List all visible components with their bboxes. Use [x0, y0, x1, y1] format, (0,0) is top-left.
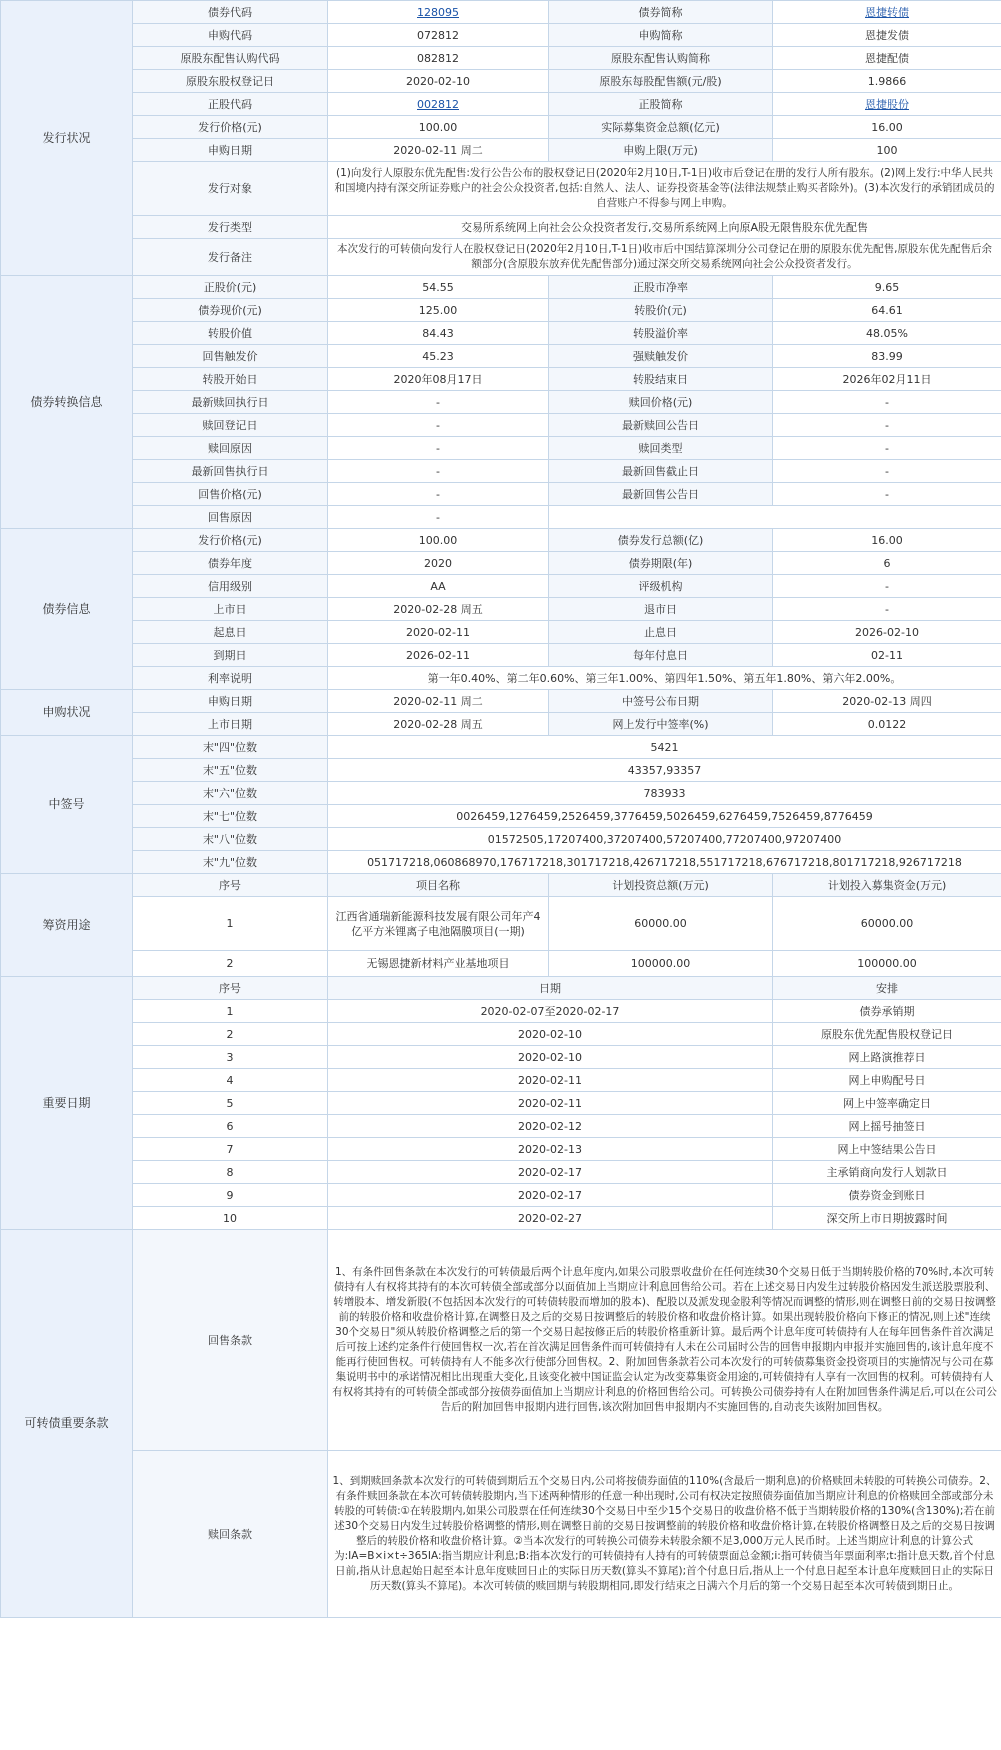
date-seq: 6 — [133, 1115, 328, 1138]
table-row — [1, 1, 1001, 24]
table-row — [1, 1184, 1001, 1207]
date-seq: 3 — [133, 1046, 328, 1069]
field-label: 原股东配售认购代码 — [133, 47, 328, 70]
field-label: 发行对象 — [133, 162, 328, 216]
field-value: 本次发行的可转债向发行人在股权登记日(2020年2月10日,T-1日)收市后中国结算深圳分公司登记在册的原股东优先配售,原股东优先配售后余额部分(含原股东放弃优先配售部分)通过深交所交易系统网向社会公众投资者发行。 — [328, 239, 1001, 276]
field-value: 48.05% — [773, 322, 1001, 345]
field-value: 第一年0.40%、第二年0.60%、第三年1.00%、第四年1.50%、第五年1.80%、第六年2.00%。 — [328, 667, 1001, 690]
date-value: 2020-02-10 — [328, 1023, 773, 1046]
field-value — [328, 93, 549, 116]
field-label: 赎回类型 — [549, 437, 773, 460]
table-row — [1, 414, 1001, 437]
field-label: 回售价格(元) — [133, 483, 328, 506]
field-label: 上市日期 — [133, 713, 328, 736]
field-label: 信用级别 — [133, 575, 328, 598]
fund-cell: 60000.00 — [773, 897, 1001, 951]
field-label: 赎回原因 — [133, 437, 328, 460]
field-label: 最新赎回公告日 — [549, 414, 773, 437]
date-seq: 8 — [133, 1161, 328, 1184]
date-value: 2020-02-12 — [328, 1115, 773, 1138]
table-row — [1, 552, 1001, 575]
date-value: 2020-02-11 — [328, 1069, 773, 1092]
field-label: 正股市净率 — [549, 276, 773, 299]
column-header: 序号 — [133, 977, 328, 1000]
date-value: 2020-02-07至2020-02-17 — [328, 1000, 773, 1023]
field-value-link[interactable]: 恩捷股份 — [865, 97, 909, 111]
column-header: 计划投资总额(万元) — [549, 874, 773, 897]
table-row — [1, 1092, 1001, 1115]
table-row — [1, 506, 1001, 529]
field-label: 起息日 — [133, 621, 328, 644]
column-header: 序号 — [133, 874, 328, 897]
table-row — [1, 70, 1001, 93]
table-row — [1, 162, 1001, 216]
date-value: 2020-02-13 — [328, 1138, 773, 1161]
table-row — [1, 621, 1001, 644]
field-label: 债券现价(元) — [133, 299, 328, 322]
table-row — [1, 851, 1001, 874]
field-value: - — [773, 437, 1001, 460]
field-value: 16.00 — [773, 529, 1001, 552]
date-seq: 5 — [133, 1092, 328, 1115]
table-row — [1, 437, 1001, 460]
column-header: 项目名称 — [328, 874, 549, 897]
lottery-label: 末"四"位数 — [133, 736, 328, 759]
date-value: 2020-02-10 — [328, 1046, 773, 1069]
date-arrangement: 债券承销期 — [773, 1000, 1001, 1023]
putback-text: 1、有条件回售条款在本次发行的可转债最后两个计息年度内,如果公司股票收盘价在任何连续30个交易日低于当期转股价格的70%时,本次可转债持有人有权将其持有的本次可转债全部或部分以面值加上当期应计利息回售给公司。若在上述交易日内发生过转股价格因发生派送股票股利、转增股本、增发新股(不包括因本次发行的可转债转股而增加的股本)、配股以及派发现金股利等情况而调整的情形,则在调整日前的交易日按调整前的转股价格和收盘价格计算,在调整日及之后的交易日按调整后的转股价格和收盘价格计算。如果出现转股价格向下修正的情况,则上述"连续30个交易日"须从转股价格调整之后的第一个交易日起按修正后的转股价格重新计算。最后两个计息年度可转债持有人在每年回售条件首次满足后可按上述约定条件行使回售权一次,若在首次满足回售条件而可转债持有人未在公司届时公告的回售申报期内申报并实施回售的,该计息年度不能再行使回售权。可转债持有人不能多次行使部分回售权。2、附加回售条款若公司本次发行的可转债募集资金投资项目的实施情况与公司在募集说明书中的承诺情况相比出现重大变化,且该变化被中国证监会认定为改变募集资金用途的,可转债持有人享有一次回售的权利。可转债持有人有权将其持有的可转债全部或部分按债券面值加上当期应计利息的价格回售给公司。可转换公司债券持有人在附加回售条件满足后,可以在公司公告后的附加回售申报期内进行回售,该次附加回售申报期内不实施回售的,自动丧失该附加回售权。 — [328, 1230, 1001, 1451]
fund-cell: 江西省通瑞新能源科技发展有限公司年产4亿平方米锂离子电池隔膜项目(一期) — [328, 897, 549, 951]
field-label: 债券简称 — [549, 1, 773, 24]
field-value — [773, 93, 1001, 116]
table-row — [1, 1207, 1001, 1230]
table-row — [1, 216, 1001, 239]
fund-cell: 无锡恩捷新材料产业基地项目 — [328, 951, 549, 977]
section-label-terms: 可转债重要条款 — [1, 1230, 133, 1618]
field-value: 恩捷发债 — [773, 24, 1001, 47]
table-row — [1, 713, 1001, 736]
field-value — [773, 1, 1001, 24]
field-label: 申购日期 — [133, 690, 328, 713]
field-value-link[interactable]: 128095 — [417, 5, 459, 19]
field-label: 最新回售截止日 — [549, 460, 773, 483]
field-label: 最新赎回执行日 — [133, 391, 328, 414]
table-row — [1, 391, 1001, 414]
field-label: 发行类型 — [133, 216, 328, 239]
field-label: 赎回条款 — [133, 1451, 328, 1618]
field-label: 原股东股权登记日 — [133, 70, 328, 93]
table-row — [1, 1115, 1001, 1138]
field-label: 回售条款 — [133, 1230, 328, 1451]
field-label: 债券代码 — [133, 1, 328, 24]
field-value: 45.23 — [328, 345, 549, 368]
column-header: 计划投入募集资金(万元) — [773, 874, 1001, 897]
date-value: 2020-02-11 — [328, 1092, 773, 1115]
field-label: 债券年度 — [133, 552, 328, 575]
table-row — [1, 24, 1001, 47]
field-label: 发行价格(元) — [133, 529, 328, 552]
field-value: 2026-02-10 — [773, 621, 1001, 644]
field-value: 2026年02月11日 — [773, 368, 1001, 391]
table-row — [1, 598, 1001, 621]
table-row — [1, 116, 1001, 139]
field-value: 082812 — [328, 47, 549, 70]
field-label: 实际募集资金总额(亿元) — [549, 116, 773, 139]
field-value: 2020-02-28 周五 — [328, 598, 549, 621]
field-value: 6 — [773, 552, 1001, 575]
field-value: - — [328, 483, 549, 506]
field-label: 赎回价格(元) — [549, 391, 773, 414]
fund-cell: 1 — [133, 897, 328, 951]
table-row — [1, 759, 1001, 782]
table-row — [1, 951, 1001, 977]
lottery-value: 01572505,17207400,37207400,57207400,77207400,97207400 — [328, 828, 1001, 851]
column-header: 安排 — [773, 977, 1001, 1000]
field-value: - — [773, 414, 1001, 437]
field-label: 利率说明 — [133, 667, 328, 690]
field-label: 强赎触发价 — [549, 345, 773, 368]
field-value: 100 — [773, 139, 1001, 162]
field-label: 申购代码 — [133, 24, 328, 47]
field-label: 申购上限(万元) — [549, 139, 773, 162]
field-value: 2020-02-11 周二 — [328, 139, 549, 162]
table-row — [1, 529, 1001, 552]
field-label: 赎回登记日 — [133, 414, 328, 437]
table-row — [1, 1451, 1001, 1618]
field-label: 回售触发价 — [133, 345, 328, 368]
field-value: (1)向发行人原股东优先配售:发行公告公布的股权登记日(2020年2月10日,T-1日)收市后登记在册的发行人所有股东。(2)网上发行:中华人民共和国境内持有深交所证券账户的社会公众投资者,包括:自然人、法人、证券投资基金等(法律法规禁止购买者除外)。(3)本次发行的承销团成员的自营账户不得参与网上申购。 — [328, 162, 1001, 216]
field-value: - — [773, 483, 1001, 506]
table-row — [1, 805, 1001, 828]
field-value: 2020-02-13 周四 — [773, 690, 1001, 713]
field-label: 转股溢价率 — [549, 322, 773, 345]
date-arrangement: 深交所上市日期披露时间 — [773, 1207, 1001, 1230]
field-label: 止息日 — [549, 621, 773, 644]
table-row — [1, 897, 1001, 951]
date-arrangement: 网上摇号抽签日 — [773, 1115, 1001, 1138]
field-value: AA — [328, 575, 549, 598]
lottery-value: 0026459,1276459,2526459,3776459,5026459,6276459,7526459,8776459 — [328, 805, 1001, 828]
table-row — [1, 782, 1001, 805]
table-row — [1, 93, 1001, 116]
field-value: 100.00 — [328, 529, 549, 552]
table-row — [1, 1000, 1001, 1023]
section-label-issue: 发行状况 — [1, 1, 133, 276]
field-label: 上市日 — [133, 598, 328, 621]
table-row — [1, 874, 1001, 897]
field-value: - — [328, 506, 549, 529]
section-label-convert: 债券转换信息 — [1, 276, 133, 529]
table-row — [1, 47, 1001, 70]
field-value: 2020年08月17日 — [328, 368, 549, 391]
field-label: 债券发行总额(亿) — [549, 529, 773, 552]
field-label: 申购日期 — [133, 139, 328, 162]
section-label-bond: 债券信息 — [1, 529, 133, 690]
field-label: 转股价值 — [133, 322, 328, 345]
date-value: 2020-02-27 — [328, 1207, 773, 1230]
table-row — [1, 977, 1001, 1000]
field-label: 回售原因 — [133, 506, 328, 529]
field-label: 正股代码 — [133, 93, 328, 116]
section-label-dates: 重要日期 — [1, 977, 133, 1230]
date-value: 2020-02-17 — [328, 1184, 773, 1207]
field-value: - — [328, 460, 549, 483]
table-row — [1, 828, 1001, 851]
table-row — [1, 575, 1001, 598]
field-value: 2020-02-28 周五 — [328, 713, 549, 736]
field-label: 申购简称 — [549, 24, 773, 47]
field-value: - — [328, 437, 549, 460]
field-label: 转股结束日 — [549, 368, 773, 391]
field-label: 正股价(元) — [133, 276, 328, 299]
field-value: 2026-02-11 — [328, 644, 549, 667]
field-label: 债券期限(年) — [549, 552, 773, 575]
field-value: - — [328, 391, 549, 414]
field-value: - — [773, 391, 1001, 414]
field-value: - — [773, 460, 1001, 483]
table-row — [1, 322, 1001, 345]
lottery-label: 末"五"位数 — [133, 759, 328, 782]
field-value: 54.55 — [328, 276, 549, 299]
field-label: 发行备注 — [133, 239, 328, 276]
table-row — [1, 276, 1001, 299]
fund-cell: 60000.00 — [549, 897, 773, 951]
field-value: 9.65 — [773, 276, 1001, 299]
field-value: 84.43 — [328, 322, 549, 345]
lottery-value: 43357,93357 — [328, 759, 1001, 782]
field-value-link[interactable]: 恩捷转债 — [865, 5, 909, 19]
fund-cell: 100000.00 — [549, 951, 773, 977]
table-row — [1, 1069, 1001, 1092]
field-label: 转股价(元) — [549, 299, 773, 322]
field-value — [328, 1, 549, 24]
date-seq: 2 — [133, 1023, 328, 1046]
field-label: 到期日 — [133, 644, 328, 667]
table-row — [1, 1161, 1001, 1184]
field-value: 100.00 — [328, 116, 549, 139]
field-label: 发行价格(元) — [133, 116, 328, 139]
table-row — [1, 460, 1001, 483]
field-value: 2020-02-11 周二 — [328, 690, 549, 713]
field-label: 转股开始日 — [133, 368, 328, 391]
field-value: 1.9866 — [773, 70, 1001, 93]
date-arrangement: 主承销商向发行人划款日 — [773, 1161, 1001, 1184]
lottery-label: 末"九"位数 — [133, 851, 328, 874]
field-value: 2020-02-10 — [328, 70, 549, 93]
lottery-label: 末"八"位数 — [133, 828, 328, 851]
date-seq: 7 — [133, 1138, 328, 1161]
field-value: 125.00 — [328, 299, 549, 322]
fund-cell: 2 — [133, 951, 328, 977]
field-label: 评级机构 — [549, 575, 773, 598]
table-row — [1, 345, 1001, 368]
section-label-funds: 筹资用途 — [1, 874, 133, 977]
field-value: - — [328, 414, 549, 437]
field-label: 正股简称 — [549, 93, 773, 116]
table-row — [1, 368, 1001, 391]
field-value: 16.00 — [773, 116, 1001, 139]
field-value: 64.61 — [773, 299, 1001, 322]
table-row — [1, 139, 1001, 162]
date-arrangement: 债券资金到账日 — [773, 1184, 1001, 1207]
field-label: 最新回售公告日 — [549, 483, 773, 506]
table-row — [1, 1230, 1001, 1451]
field-label: 网上发行中签率(%) — [549, 713, 773, 736]
date-arrangement: 网上中签率确定日 — [773, 1092, 1001, 1115]
field-value: - — [773, 598, 1001, 621]
field-label: 原股东每股配售额(元/股) — [549, 70, 773, 93]
field-value: 02-11 — [773, 644, 1001, 667]
section-label-lottery: 中签号 — [1, 736, 133, 874]
date-arrangement: 网上申购配号日 — [773, 1069, 1001, 1092]
date-seq: 10 — [133, 1207, 328, 1230]
date-arrangement: 网上中签结果公告日 — [773, 1138, 1001, 1161]
section-label-subscribe: 申购状况 — [1, 690, 133, 736]
field-value: 恩捷配债 — [773, 47, 1001, 70]
lottery-value: 5421 — [328, 736, 1001, 759]
lottery-label: 末"七"位数 — [133, 805, 328, 828]
field-value: 2020 — [328, 552, 549, 575]
redeem-text: 1、到期赎回条款本次发行的可转债到期后五个交易日内,公司将按债券面值的110%(含最后一期利息)的价格赎回未转股的可转换公司债券。2、有条件赎回条款在本次可转债转股期内,当下述两种情形的任意一种出现时,公司有权决定按照债券面值加当期应计利息的价格赎回全部或部分未转股的可转债:①在转股期内,如果公司股票在任何连续30个交易日中至少15个交易日的收盘价格不低于当期转股价格的130%(含130%);若在前述30个交易日内发生过转股价格调整的情形,则在调整日前的交易日按调整前的转股价格和收盘价格计算,在转股价格调整日及之后的交易日按调整后的转股价格和收盘价格计算。②当本次发行的可转换公司债券未转股余额不足3,000万元人民币时。上述当期应计利息的计算公式为:IA=B×i×t÷365IA:指当期应计利息;B:指本次发行的可转债持有人持有的可转债票面总金额;i:指可转债当年票面利率;t:指计息天数,首个付息日前,指从计息起始日起至本计息年度赎回日止的实际日历天数(算头不算尾);首个付息日后,指从上一个付息日起至本计息年度赎回日止的实际日历天数(算头不算尾)。本次可转债的赎回期与转股期相同,即发行结束之日满六个月后的第一个交易日起至本次可转债到期日止。 — [328, 1451, 1001, 1618]
table-row — [1, 483, 1001, 506]
date-seq: 4 — [133, 1069, 328, 1092]
lottery-value: 783933 — [328, 782, 1001, 805]
table-row — [1, 644, 1001, 667]
table-row — [1, 1046, 1001, 1069]
field-label: 中签号公布日期 — [549, 690, 773, 713]
field-label: 最新回售执行日 — [133, 460, 328, 483]
date-arrangement: 原股东优先配售股权登记日 — [773, 1023, 1001, 1046]
field-value: - — [773, 575, 1001, 598]
table-row — [1, 667, 1001, 690]
lottery-label: 末"六"位数 — [133, 782, 328, 805]
lottery-value: 051717218,060868970,176717218,301717218,426717218,551717218,676717218,801717218,926717218 — [328, 851, 1001, 874]
table-row — [1, 1138, 1001, 1161]
table-row — [1, 239, 1001, 276]
date-seq: 1 — [133, 1000, 328, 1023]
table-row — [1, 690, 1001, 713]
table-row — [1, 736, 1001, 759]
fund-cell: 100000.00 — [773, 951, 1001, 977]
empty-cell — [549, 506, 1001, 529]
date-value: 2020-02-17 — [328, 1161, 773, 1184]
field-value-link[interactable]: 002812 — [417, 97, 459, 111]
table-row — [1, 1023, 1001, 1046]
field-value: 交易所系统网上向社会公众投资者发行,交易所系统网上向原A股无限售股东优先配售 — [328, 216, 1001, 239]
date-seq: 9 — [133, 1184, 328, 1207]
column-header: 日期 — [328, 977, 773, 1000]
field-value: 2020-02-11 — [328, 621, 549, 644]
date-arrangement: 网上路演推荐日 — [773, 1046, 1001, 1069]
field-value: 83.99 — [773, 345, 1001, 368]
field-value: 0.0122 — [773, 713, 1001, 736]
field-label: 退市日 — [549, 598, 773, 621]
field-label: 每年付息日 — [549, 644, 773, 667]
table-row — [1, 299, 1001, 322]
field-label: 原股东配售认购简称 — [549, 47, 773, 70]
field-value: 072812 — [328, 24, 549, 47]
